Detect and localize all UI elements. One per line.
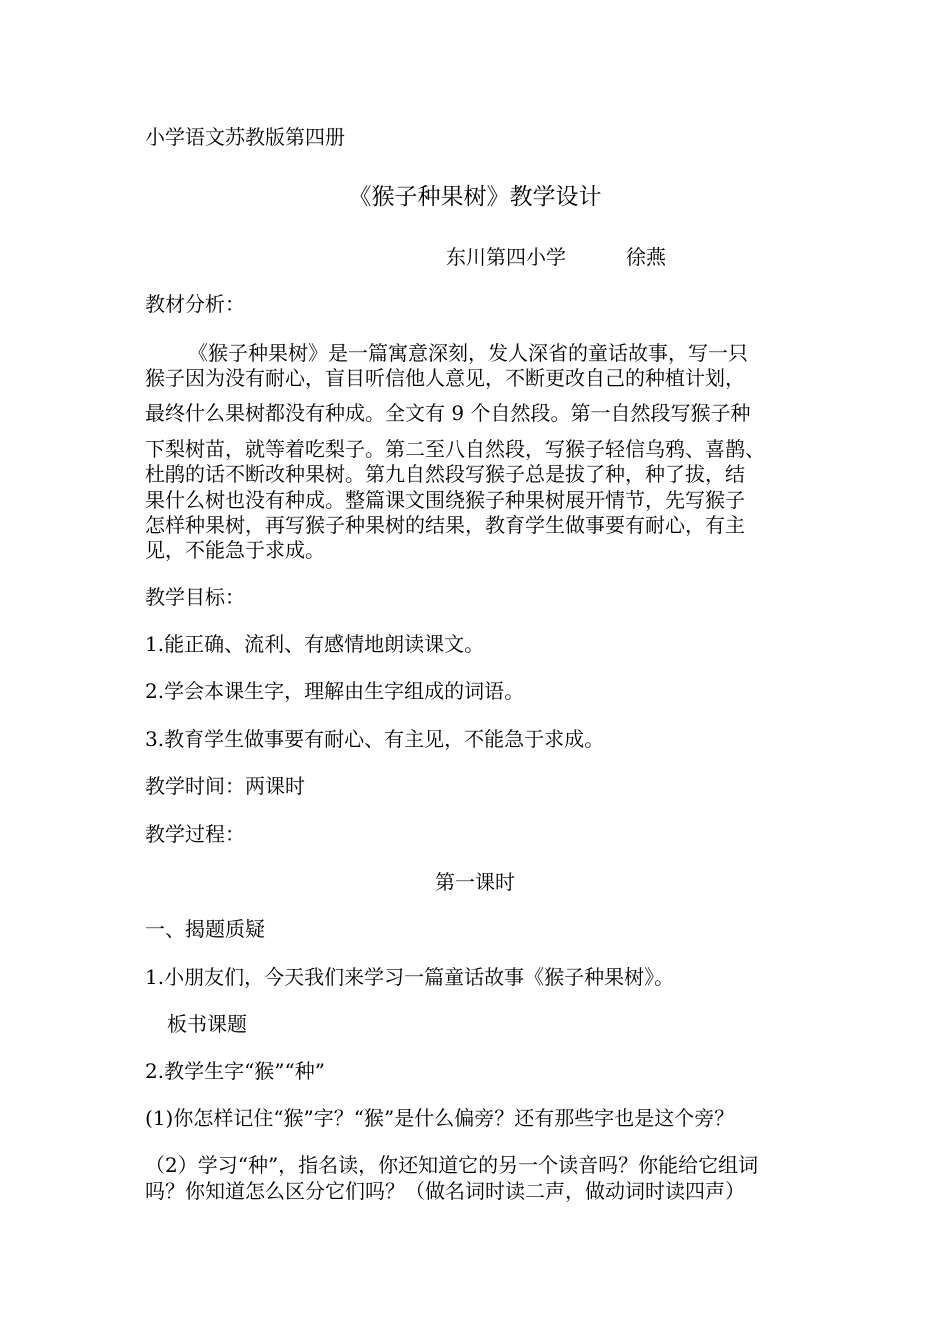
goal-item: 2.学会本课生字，理解由生字组成的词语。 (145, 679, 525, 703)
analysis-line: 最终什么果树都没有种成。全文有 9 个自然段。第一自然段写猴子种 (145, 401, 751, 425)
teaching-time: 教学时间：两课时 (145, 774, 305, 798)
question-item: (1)你怎样记住“猴”字？“猴”是什么偏旁？还有那些字也是这个旁？ (145, 1106, 735, 1130)
question-item: 吗？你知道怎么区分它们吗？（做名词时读二声，做动词时读四声） (145, 1179, 745, 1203)
author-name: 徐燕 (626, 245, 666, 269)
step-item: 1.小朋友们，今天我们来学习一篇童话故事《猴子种果树》。 (145, 965, 675, 989)
analysis-line: 下梨树苗，就等着吃梨子。第二至八自然段，写猴子轻信乌鸦、喜鹊、 (145, 437, 765, 461)
analysis-heading: 教材分析： (145, 292, 245, 316)
analysis-line: 见，不能急于求成。 (145, 538, 325, 562)
school-name: 东川第四小学 (446, 245, 566, 269)
board-note: 板书课题 (167, 1012, 247, 1036)
section-heading: 一、揭题质疑 (145, 917, 265, 941)
analysis-line: 果什么树也没有种成。整篇课文围绕猴子种果树展开情节，先写猴子 (145, 488, 745, 512)
analysis-line: 怎样种果树，再写猴子种果树的结果，教育学生做事要有耐心，有主 (145, 513, 745, 537)
question-item: （2）学习“种”，指名读，你还知道它的另一个读音吗？你能给它组词 (145, 1153, 759, 1177)
document-title: 《猴子种果树》教学设计 (348, 184, 602, 210)
lesson-title: 第一课时 (435, 870, 515, 894)
goal-item: 1.能正确、流利、有感情地朗读课文。 (145, 632, 485, 656)
process-heading: 教学过程： (145, 822, 245, 846)
analysis-line: 《猴子种果树》是一篇寓意深刻，发人深省的童话故事，写一只 (188, 341, 748, 365)
step-item: 2.教学生字“猴”“种” (145, 1059, 325, 1083)
author-line (446, 245, 666, 269)
goal-item: 3.教育学生做事要有耐心、有主见，不能急于求成。 (145, 727, 605, 751)
goals-heading: 教学目标： (145, 585, 245, 609)
analysis-line: 猴子因为没有耐心，盲目听信他人意见，不断更改自己的种植计划， (145, 366, 745, 390)
analysis-line: 杜鹃的话不断改种果树。第九自然段写猴子总是拔了种，种了拔，结 (145, 462, 745, 486)
series-label: 小学语文苏教版第四册 (145, 125, 345, 149)
